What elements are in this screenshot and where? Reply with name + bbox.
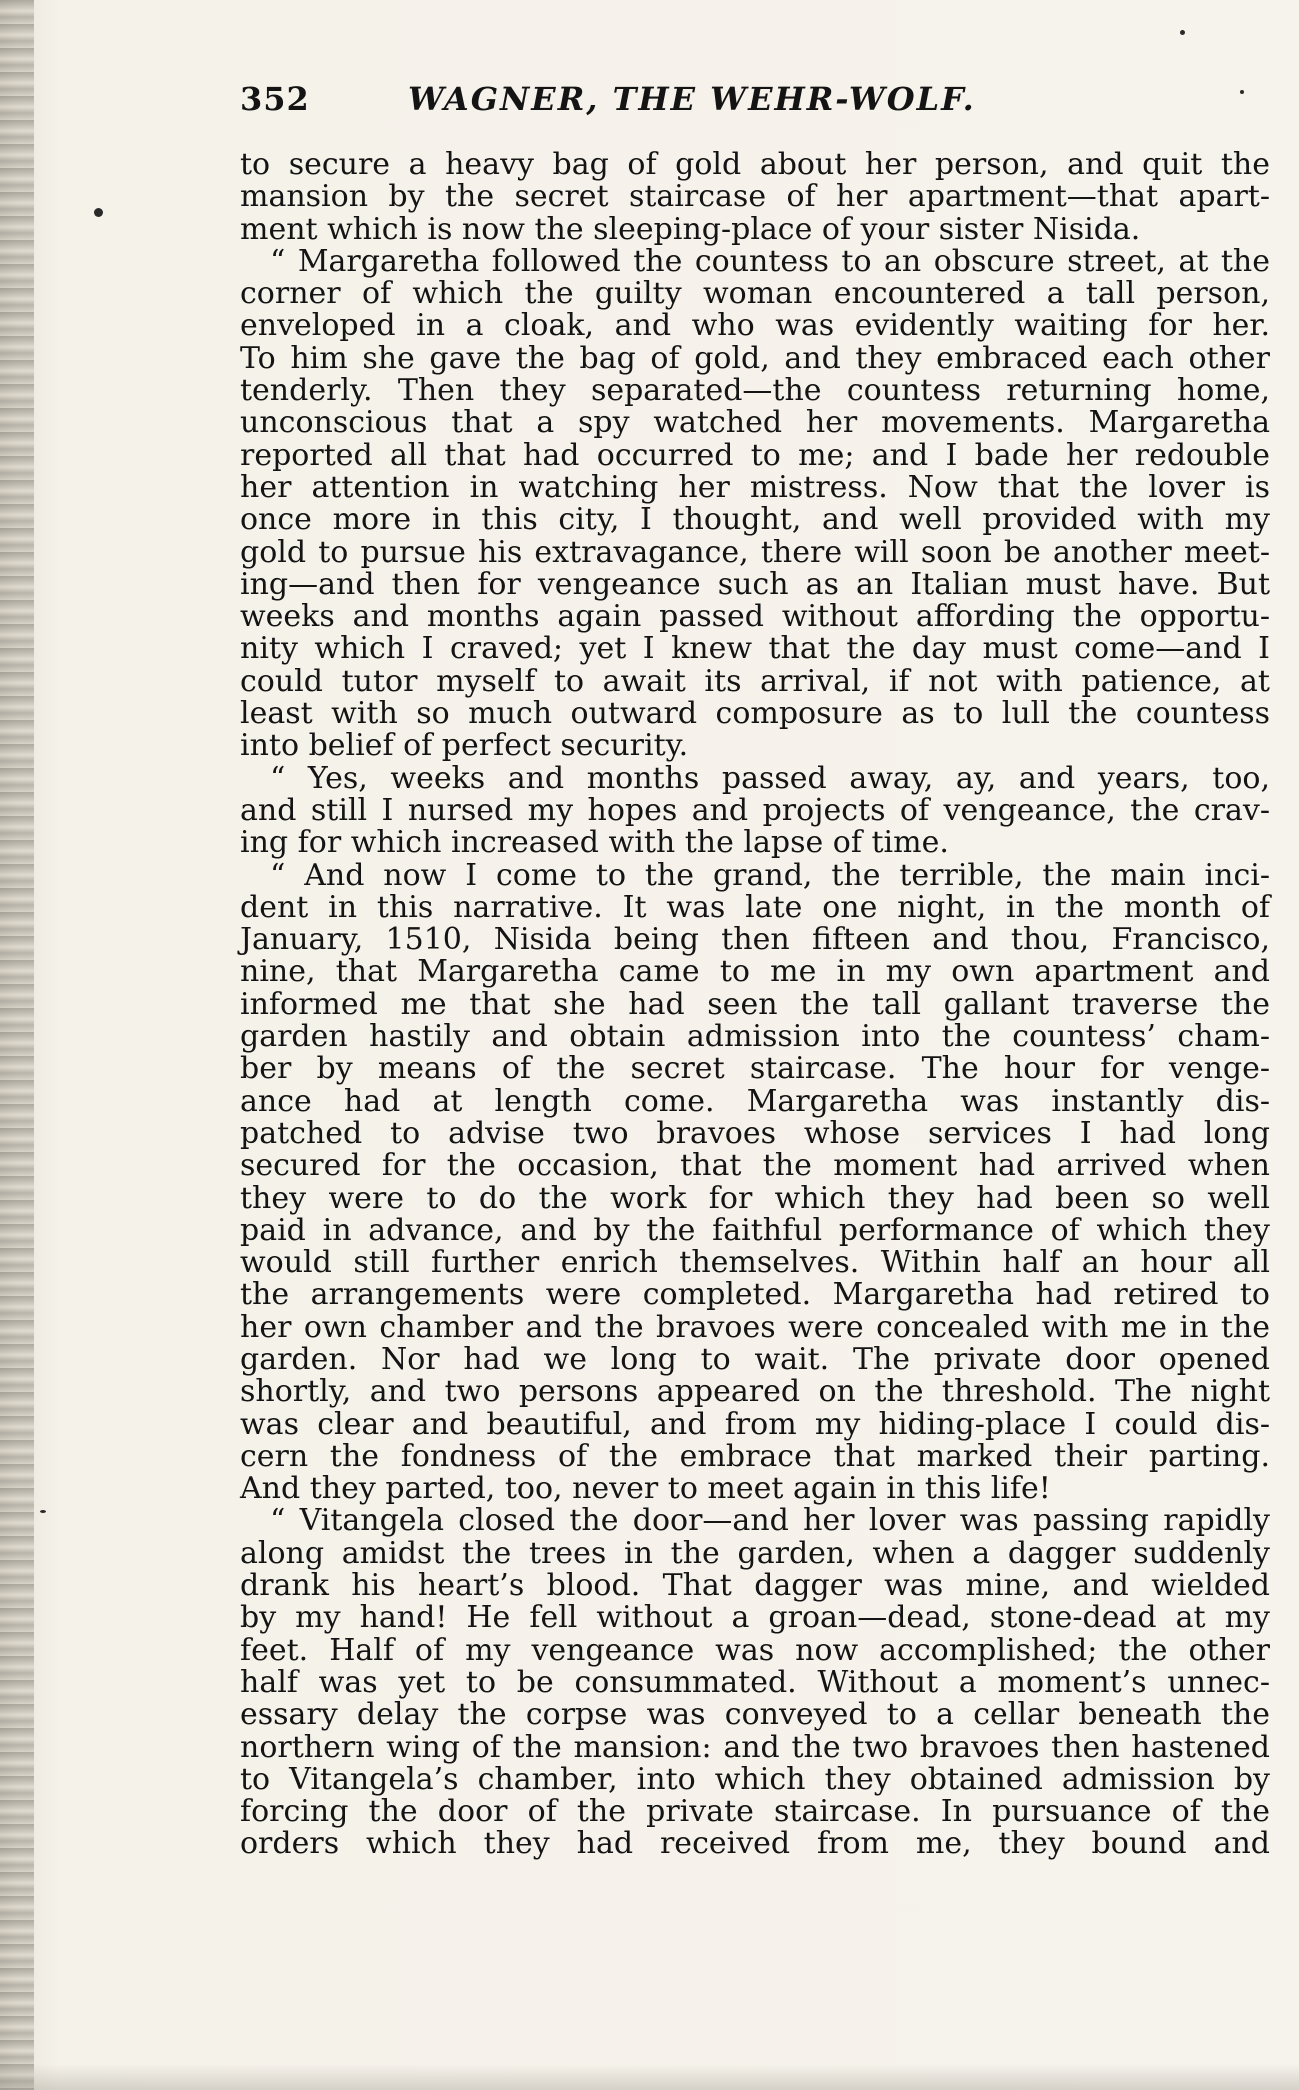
text-line: mansion by the secret staircase of her apartment—that apart- — [240, 179, 1270, 215]
text-line: tenderly. Then they separated—the countess returning home, — [240, 373, 1270, 409]
text-line: unconscious that a spy watched her movements. Margaretha — [240, 405, 1270, 441]
body-text — [240, 149, 1270, 1861]
ink-speck — [94, 208, 103, 217]
text-line: her own chamber and the bravoes were concealed with me in the — [240, 1309, 1270, 1345]
text-line: would still further enrich themselves. Within half an hour all — [240, 1245, 1270, 1281]
text-line: gold to pursue his extravagance, there will soon be another meet- — [240, 534, 1270, 570]
text-line: essary delay the corpse was conveyed to a cellar beneath the — [240, 1697, 1270, 1733]
text-line: ing—and then for vengeance such as an Italian must have. But — [240, 566, 1270, 602]
text-line: patched to advise two bravoes whose services I had long — [240, 1115, 1270, 1151]
text-line: garden hastily and obtain admission into the countess’ cham- — [240, 1019, 1270, 1055]
binding-gutter-shadow — [0, 0, 34, 2090]
running-header — [240, 80, 1270, 122]
text-line: ber by means of the secret staircase. The hour for venge- — [240, 1051, 1270, 1087]
text-line: ance had at length come. Margaretha was instantly dis- — [240, 1083, 1270, 1119]
text-line: the arrangements were completed. Margaretha had retired to — [240, 1277, 1270, 1313]
text-line: shortly, and two persons appeared on the threshold. The night — [240, 1374, 1270, 1410]
text-line: they were to do the work for which they had been so well — [240, 1180, 1270, 1216]
text-line: along amidst the trees in the garden, when a dagger suddenly — [240, 1535, 1270, 1571]
text-line: cern the fondness of the embrace that marked their parting. — [240, 1438, 1270, 1474]
text-line: informed me that she had seen the tall gallant traverse the — [240, 986, 1270, 1022]
bottom-edge-shadow — [0, 2064, 1299, 2090]
text-line: And they parted, too, never to meet again in this life! — [240, 1471, 1051, 1507]
text-line: once more in this city, I thought, and well provided with my — [240, 502, 1270, 538]
text-line: enveloped in a cloak, and who was evidently waiting for her. — [240, 308, 1270, 344]
text-line: to secure a heavy bag of gold about her person, and quit the — [240, 147, 1270, 182]
text-line: northern wing of the mansion: and the two bravoes then hastened — [240, 1729, 1270, 1765]
text-line: To him she gave the bag of gold, and they embraced each other — [240, 340, 1270, 376]
text-line: ment which is now the sleeping-place of your sister Nisida. — [240, 211, 1141, 247]
text-line: forcing the door of the private staircase. In pursuance of the — [240, 1794, 1270, 1830]
ink-speck — [40, 1510, 46, 1513]
text-line: dent in this narrative. It was late one night, in the month of — [240, 889, 1270, 925]
text-line: into belief of perfect security. — [240, 728, 689, 764]
text-line: weeks and months again passed without affording the opportu- — [240, 599, 1270, 635]
text-line: corner of which the guilty woman encountered a tall person, — [240, 276, 1270, 312]
text-line: least with so much outward composure as to lull the countess — [240, 696, 1270, 732]
text-line: and still I nursed my hopes and projects of vengeance, the crav- — [240, 792, 1270, 828]
text-line: “ Yes, weeks and months passed away, ay, and years, too, — [270, 760, 1270, 796]
text-line: was clear and beautiful, and from my hiding-place I could dis- — [240, 1406, 1270, 1442]
text-line: ing for which increased with the lapse of time. — [240, 825, 949, 861]
text-line: secured for the occasion, that the moment had arrived when — [240, 1148, 1270, 1184]
text-line: could tutor myself to await its arrival, if not with patience, at — [240, 663, 1270, 699]
text-line: by my hand! He fell without a groan—dead, stone-dead at my — [240, 1600, 1270, 1636]
text-line: garden. Nor had we long to wait. The private door opened — [240, 1341, 1270, 1377]
running-title: WAGNER, THE WEHR-WOLF. — [408, 80, 976, 118]
text-line: January, 1510, Nisida being then fifteen and thou, Francisco, — [240, 922, 1270, 958]
text-line: “ Vitangela closed the door—and her lover was passing rapidly — [270, 1503, 1270, 1539]
text-line: nity which I craved; yet I knew that the day must come—and I — [240, 631, 1270, 667]
text-line: her attention in watching her mistress. Now that the lover is — [240, 469, 1270, 505]
text-line: “ And now I come to the grand, the terrible, the main inci- — [270, 857, 1270, 893]
text-line: feet. Half of my vengeance was now accomplished; the other — [240, 1632, 1270, 1668]
text-line: orders which they had received from me, they bound and — [240, 1826, 1270, 1862]
text-line: reported all that had occurred to me; and I bade her redouble — [240, 437, 1270, 473]
text-line: “ Margaretha followed the countess to an obscure street, at the — [270, 243, 1270, 279]
page-number: 352 — [240, 80, 310, 118]
text-line: drank his heart’s blood. That dagger was mine, and wielded — [240, 1568, 1270, 1604]
ink-speck — [1180, 30, 1185, 35]
text-line: paid in advance, and by the faithful performance of which they — [240, 1212, 1270, 1248]
text-line: to Vitangela’s chamber, into which they obtained admission by — [240, 1761, 1270, 1797]
text-line: half was yet to be consummated. Without a moment’s unnec- — [240, 1664, 1270, 1700]
text-line: nine, that Margaretha came to me in my own apartment and — [240, 954, 1270, 990]
